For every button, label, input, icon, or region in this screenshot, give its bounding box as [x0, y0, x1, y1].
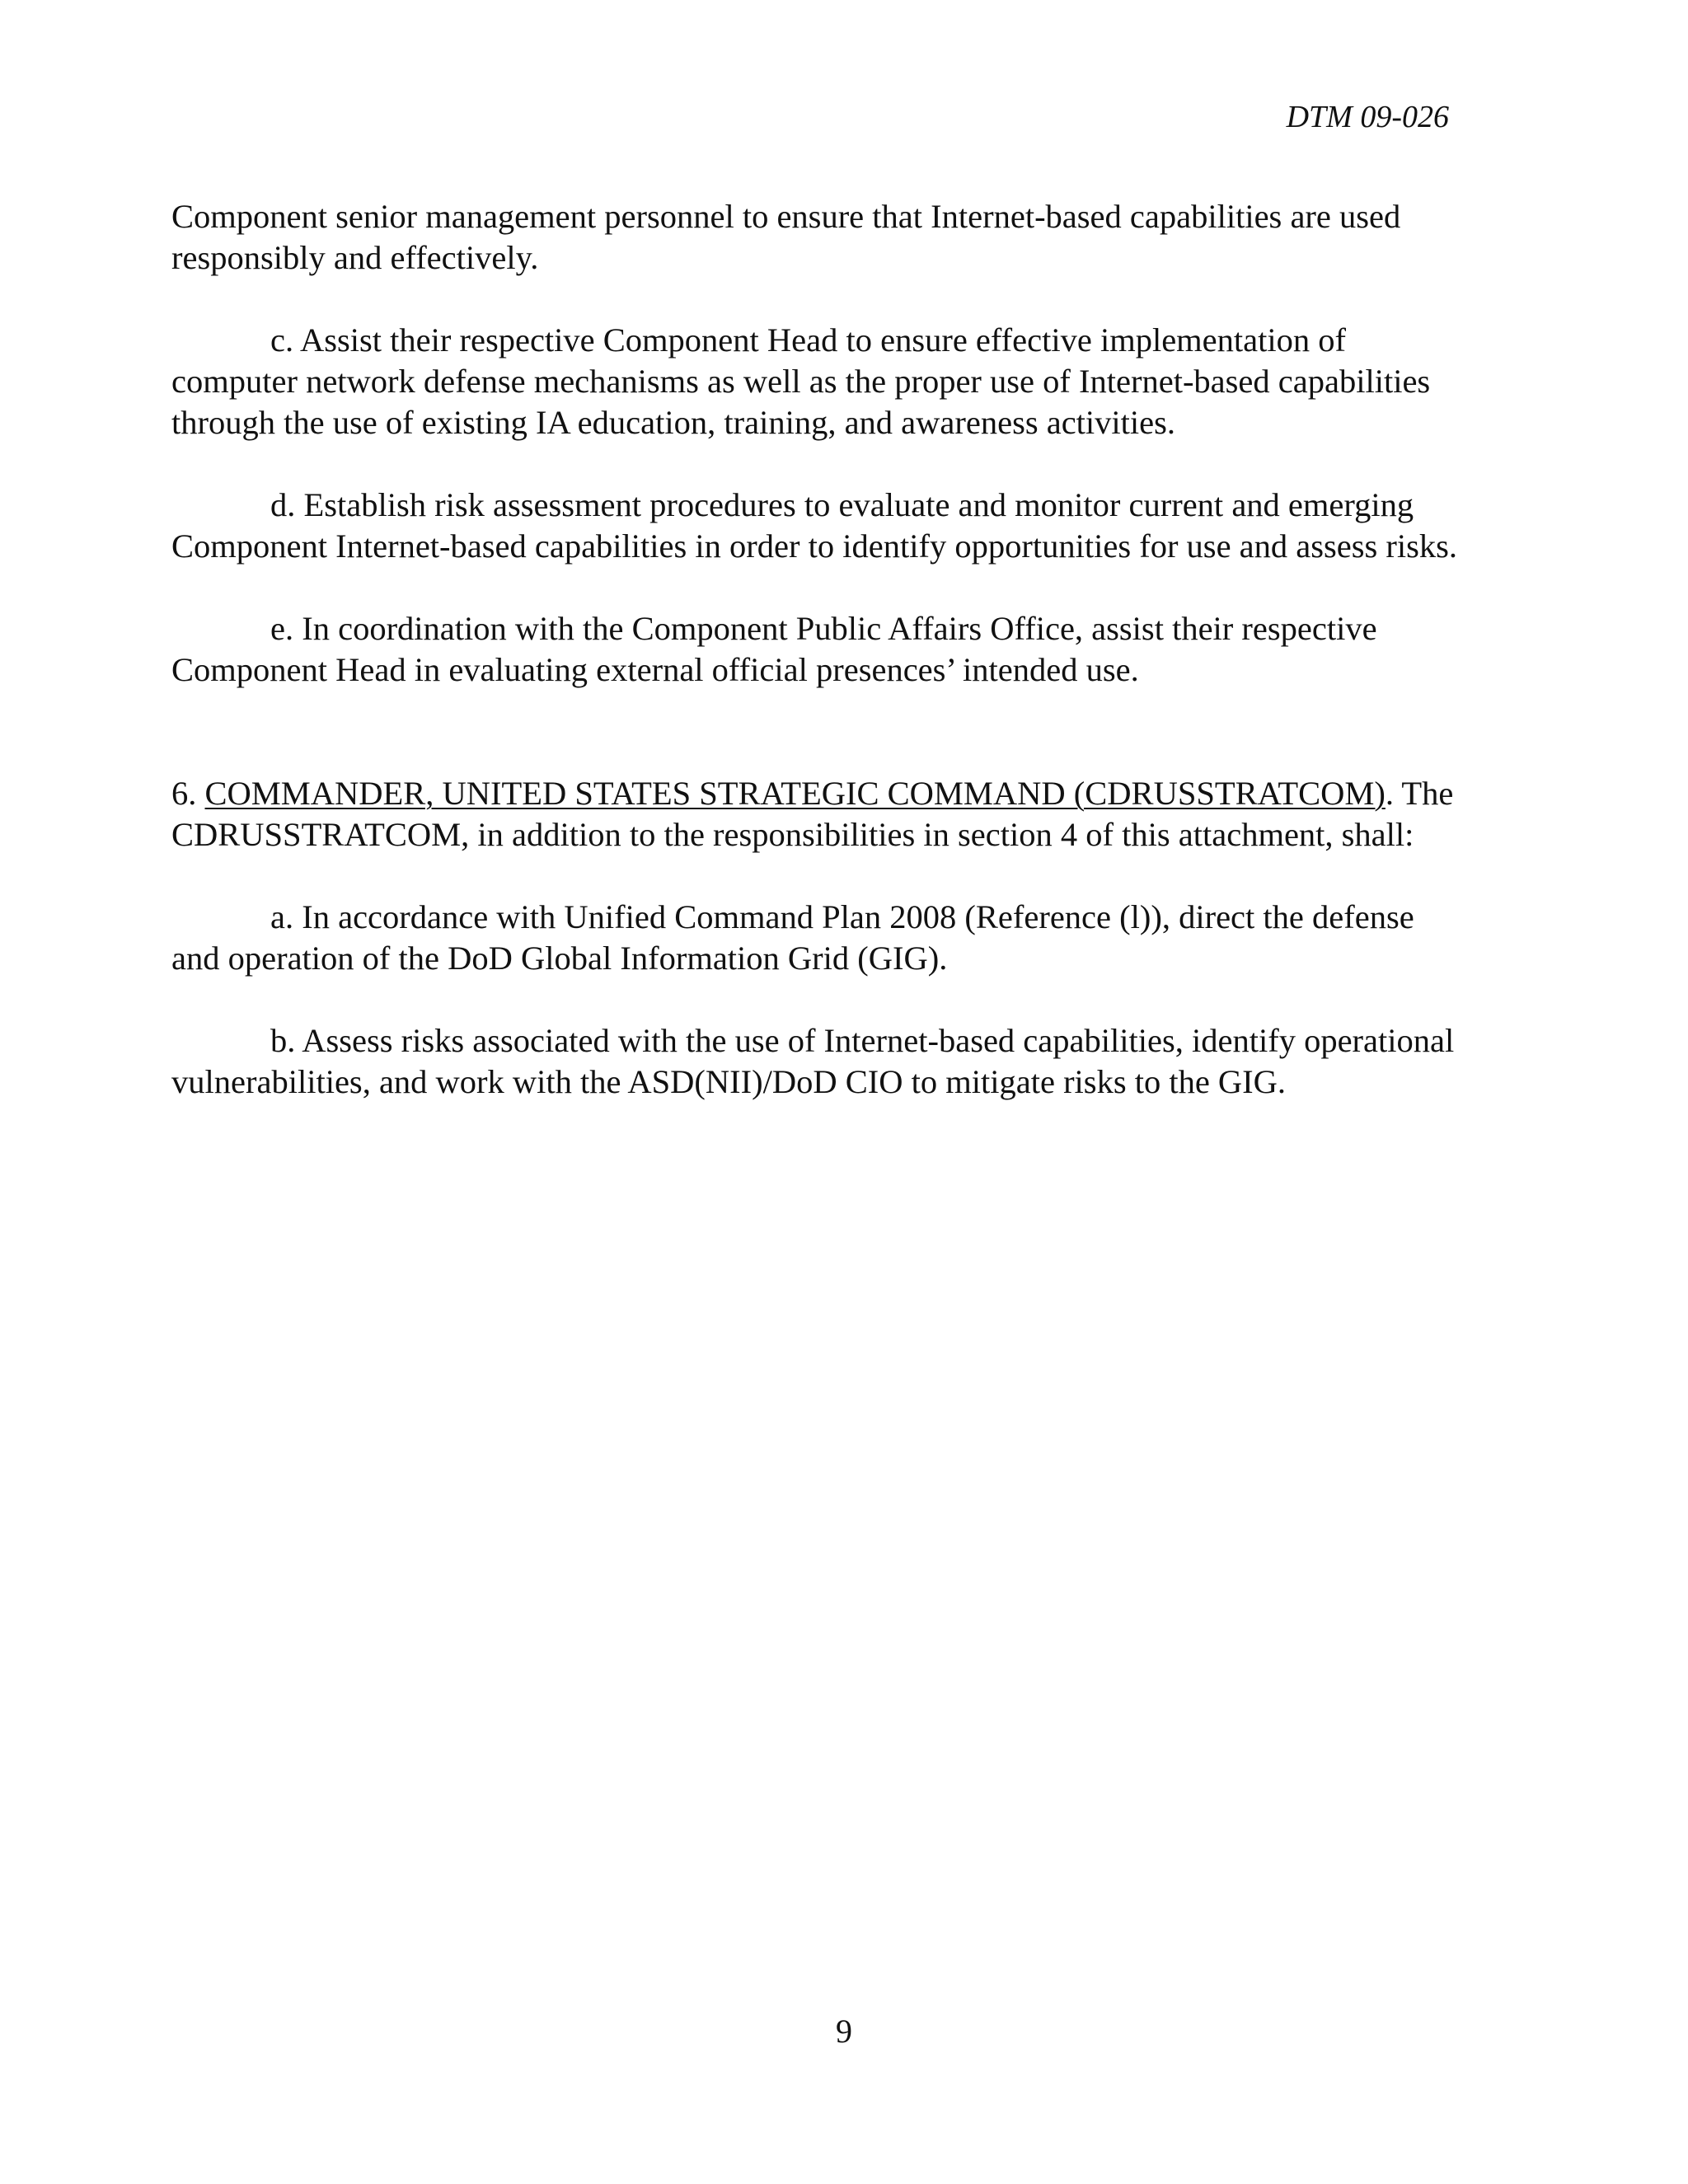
- section-6-intro: . The CDRUSSTRATCOM, in addition to the responsibilities in section 4 of this attachment, shall:: [171, 775, 1454, 853]
- section-6-title: COMMANDER, UNITED STATES STRATEGIC COMMAND (CDRUSSTRATCOM): [204, 775, 1386, 812]
- paragraph-d: d. Establish risk assessment procedures to evaluate and monitor current and emerging Component Internet-based capabilities in order to identify opportunities for use and assess risks.: [171, 486, 1458, 565]
- section-6-number: 6.: [171, 775, 197, 812]
- section-6-heading-paragraph: [171, 773, 1465, 855]
- paragraph-6a: a. In accordance with Unified Command Plan 2008 (Reference (l)), direct the defense and operation of the DoD Global Information Grid (GIG).: [171, 898, 1414, 977]
- section-spacer: [171, 732, 1465, 773]
- paragraph-c: c. Assist their respective Component Head to ensure effective implementation of computer network defense mechanisms as well as the proper use of Internet-based capabilities through the use of existing IA education, training, and awareness activities.: [171, 321, 1431, 441]
- document-body: [171, 196, 1465, 1144]
- paragraph-6b: b. Assess risks associated with the use of Internet-based capabilities, identify operational vulnerabilities, and work with the ASD(NII)/DoD CIO to mitigate risks to the GIG.: [171, 1022, 1455, 1100]
- page-number: 9: [836, 2013, 852, 2050]
- document-id: DTM 09-026: [1286, 100, 1449, 134]
- paragraph-e: e. In coordination with the Component Public Affairs Office, assist their respective Component Head in evaluating external official presences’ intended use.: [171, 610, 1377, 688]
- paragraph-continuation: Component senior management personnel to ensure that Internet-based capabilities are used responsibly and effectively.: [171, 198, 1401, 276]
